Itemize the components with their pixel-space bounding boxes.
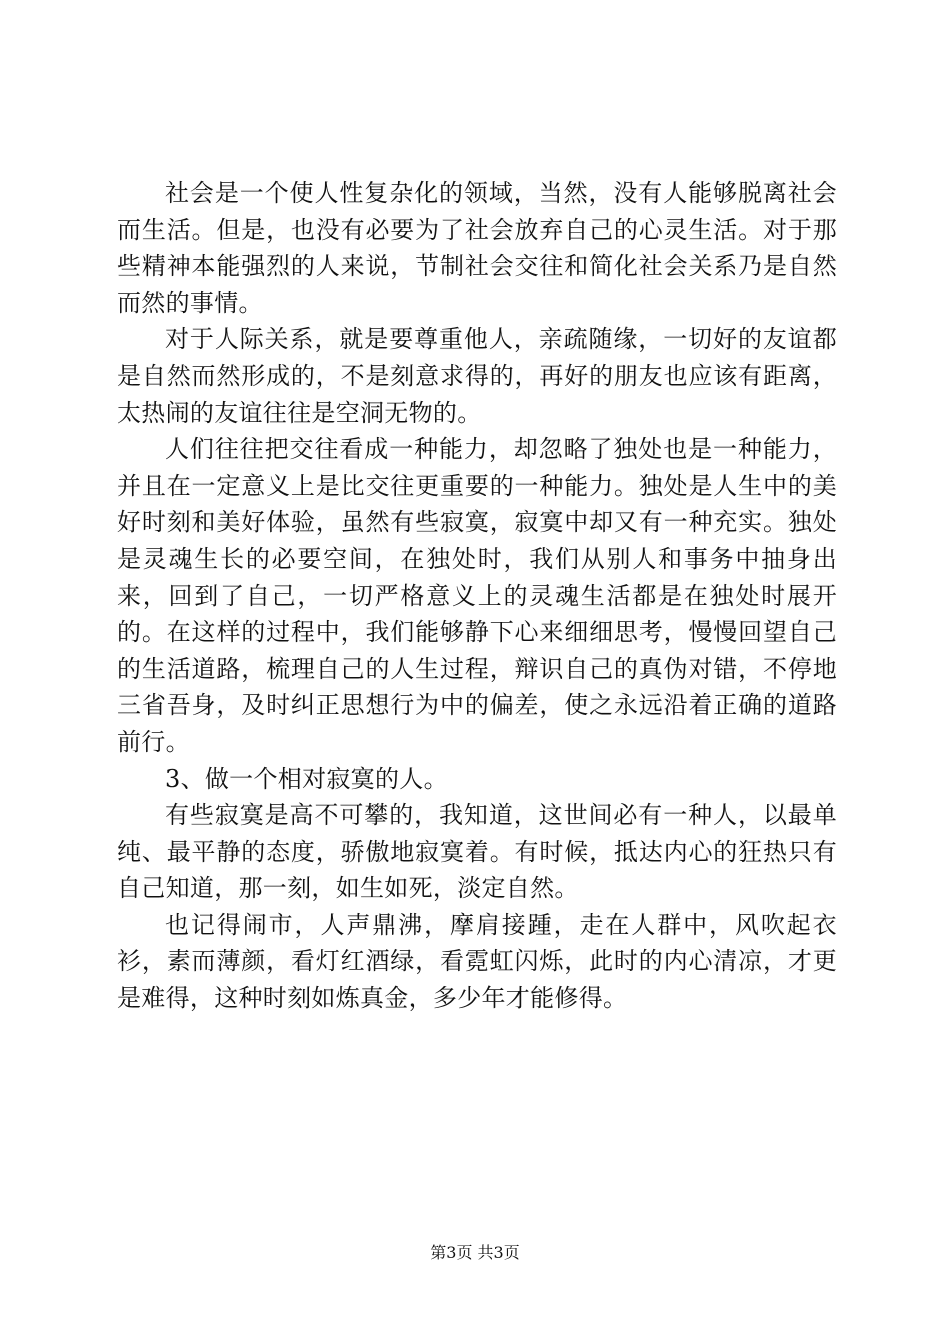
paragraph-crowd: 也记得闹市，人声鼎沸，摩肩接踵，走在人群中，风吹起衣衫，素而薄颜，看灯红酒绿，看霓虹闪烁，此时的内心清凉，才更是难得，这种时刻如炼真金，多少年才能修得。	[117, 910, 837, 1013]
paragraph-society: 社会是一个使人性复杂化的领域，当然，没有人能够脱离社会而生活。但是，也没有必要为了社会放弃自己的心灵生活。对于那些精神本能强烈的人来说，节制社会交往和简化社会关系乃是自然而然的事情。	[117, 179, 837, 317]
paragraph-relationships: 对于人际关系，就是要尊重他人，亲疏随缘，一切好的友谊都是自然而然形成的，不是刻意求得的，再好的朋友也应该有距离，太热闹的友谊往往是空洞无物的。	[117, 325, 837, 427]
section-heading: 3、做一个相对寂寞的人。	[165, 764, 448, 793]
paragraph-solitude: 人们往往把交往看成一种能力，却忽略了独处也是一种能力，并且在一定意义上是比交往更重要的一种能力。独处是人生中的美好时刻和美好体验，虽然有些寂寞，寂寞中却又有一种充实。独处是灵魂生长的必要空间，在独处时，我们从别人和事务中抽身出来，回到了自己，一切严格意义上的灵魂生活都是在独处时展开的。在这样的过程中，我们能够静下心来细细思考，慢慢回望自己的生活道路，梳理自己的人生过程，辩识自己的真伪对错，不停地三省吾身，及时纠正思想行为中的偏差，使之永远沿着正确的道路前行。	[117, 435, 837, 756]
paragraph-loneliness: 有些寂寞是高不可攀的，我知道，这世间必有一种人，以最单纯、最平静的态度，骄傲地寂寞着。有时候，抵达内心的狂热只有自己知道，那一刻，如生如死，淡定自然。	[117, 801, 837, 903]
body-text	[117, 175, 837, 1017]
page-number-footer: 第3页 共3页	[430, 1243, 520, 1262]
